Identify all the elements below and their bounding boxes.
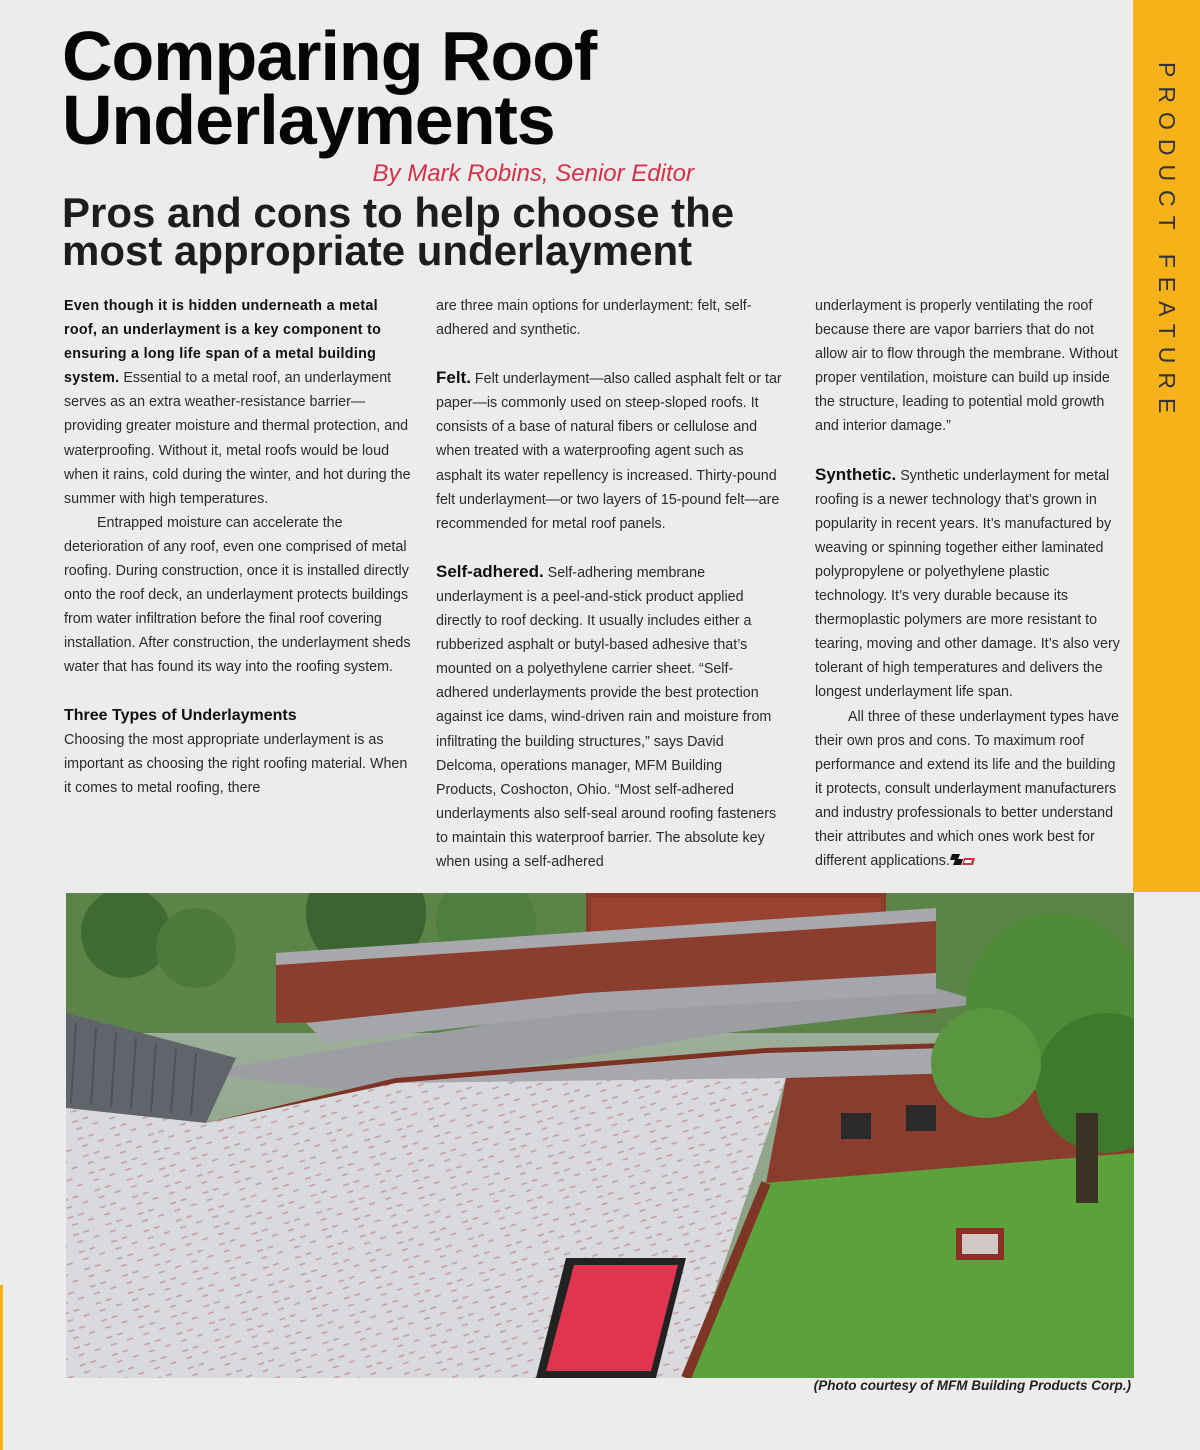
synthetic-paragraph [815, 463, 1125, 705]
closing-text: All three of these underlayment types have their own pros and cons. To maximum roof performance and extend its life and the building it protects, consult underlayment manufacturers and industry professionals to better understand their attributes and which ones work best for different applications. [815, 708, 1120, 870]
section-heading: Three Types of Underlayments [64, 706, 297, 724]
section-label: PRODUCT FEATURE [1154, 62, 1180, 423]
lead-rest: Essential to a metal roof, an underlayment serves as an extra weather-resistance barrier—providing greater moisture and thermal protection, and waterproofing. Without it, metal roofs would be loud when it rains, cold during the winter, and hot during the summer with high temperatures. [64, 370, 411, 507]
paragraph-moisture: Entrapped moisture can accelerate the deterioration of any roof, even one comprised of metal roofing. During construction, once it is installed directly onto the roof deck, an underlayment protects buildings from water infiltration before the final roof covering installation. After construction, the underlayment sheds water that has found its way into the roofing system. [64, 514, 411, 676]
lead-paragraph [64, 294, 412, 511]
felt-text: Felt underlayment—also called asphalt felt or tar paper—is commonly used on steep-sloped roofs. It consists of a base of natural fibers or cellulose and when treated with a waterproofing agent such as asphalt its water repellency is increased. Thirty-pound felt underlayment—or two layers of 15-pound felt—are recommended for metal roof panels. [436, 371, 782, 532]
article-column-3 [815, 294, 1125, 873]
roof-photo [66, 893, 1134, 1378]
article-column-2 [436, 294, 782, 874]
synthetic-text: Synthetic underlayment for metal roofing is a newer technology that’s grown in popularity in recent years. It’s manufactured by weaving or spinning together either laminated polypropylene or polyethylene plastic technology. It’s very durable because its thermoplastic polymers are more resistant to tearing, moving and other damage. It’s also very tolerant of high temperatures and delivers the longest underlayment life span. [815, 467, 1120, 701]
lead-bold: Even though it is hidden underneath a metal roof, an underlayment is a key component to ensuring a long life span of a metal building system. [64, 298, 382, 387]
felt-paragraph [436, 366, 782, 536]
article-title: Comparing Roof Underlayments [62, 17, 597, 159]
self-adhered-cont: underlayment is properly ventilating the roof because there are vapor barriers that do not allow air to flow through the membrane. Without proper ventilation, moisture can build up inside the structure, leading to potential mold growth and interior damage.” [815, 298, 1118, 435]
self-adhered-text: Self-adhering membrane underlayment is a peel-and-stick product applied directly to roof decking. It usually includes either a rubberized asphalt or butyl-based adhesive that’s mounted on a polyethylene carrier sheet. “Self-adhered underlayments provide the best protection against ice dams, wind-driven rain and moisture from infiltrating the building structures,” says David Delcoma, operations manager, MFM Building Products, Coshocton, Ohio. “Most self-adhered underlayments also self-seal around roofing fasteners to maintain this waterproof barrier. The absolute key when using a self-adhered [436, 564, 777, 870]
article-subtitle: Pros and cons to help choose the most appropriate underlayment [62, 189, 735, 274]
end-mark-icon [950, 852, 976, 867]
article-column-1 [64, 294, 412, 800]
self-adhered-heading: Self-adhered. [436, 561, 544, 581]
felt-heading: Felt. [436, 368, 471, 388]
self-adhered-paragraph [436, 560, 782, 874]
synthetic-heading: Synthetic. [815, 464, 897, 484]
paragraph-options: Choosing the most appropriate underlayment is as important as choosing the right roofing material. When it comes to metal roofing, there [64, 731, 408, 796]
byline: By Mark Robins, Senior Editor [372, 160, 694, 187]
photo-credit: (Photo courtesy of MFM Building Products Corp.) [813, 1378, 1131, 1393]
closing-paragraph [815, 705, 1125, 874]
paragraph-options-cont: are three main options for underlayment: felt, self-adhered and synthetic. [436, 298, 752, 339]
page-edge-mark [0, 1285, 3, 1450]
